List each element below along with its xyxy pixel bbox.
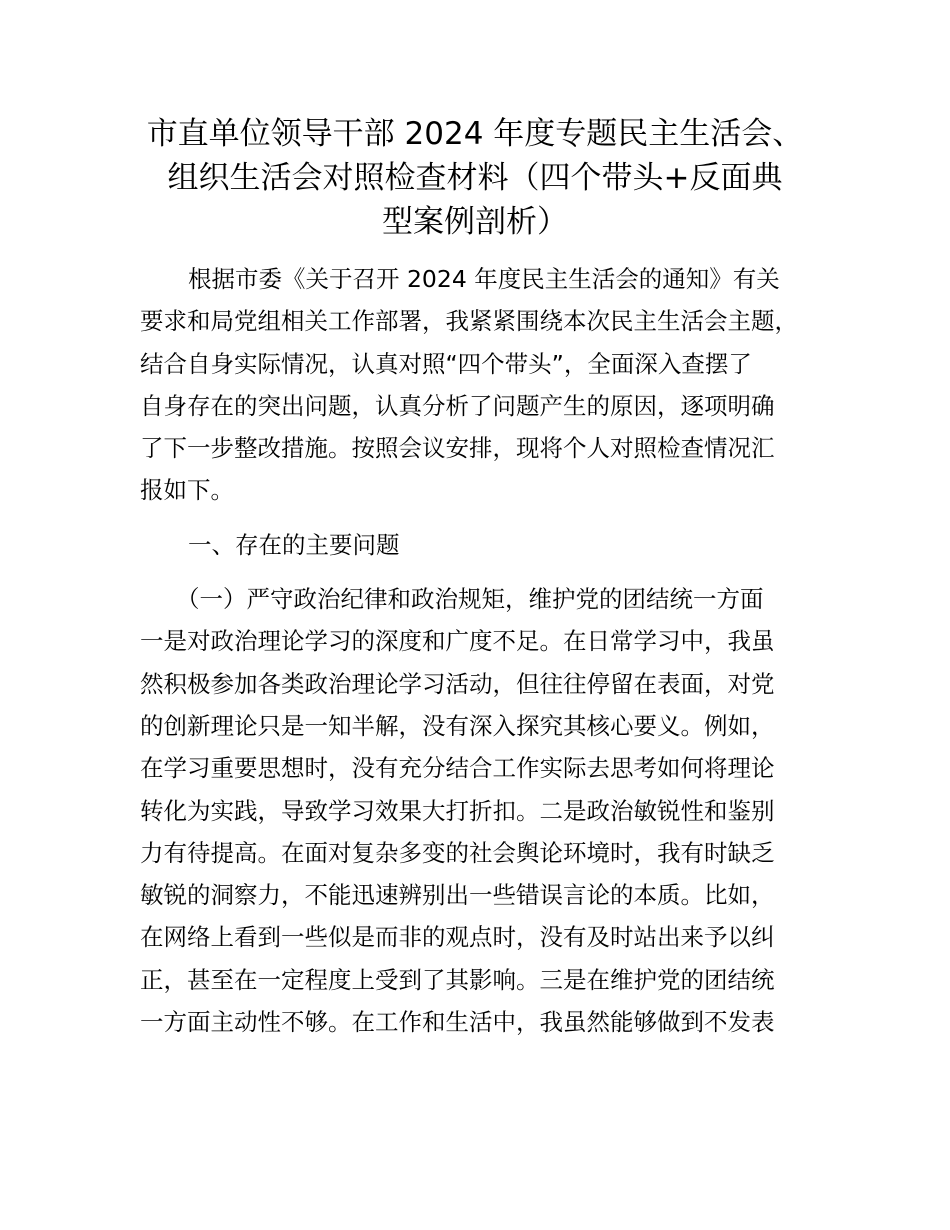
body-line-8: 在网络上看到一些似是而非的观点时，没有及时站出来予以纠 [140,923,775,952]
body-line-9: 正，甚至在一定程度上受到了其影响。三是在维护党的团结统 [140,965,775,994]
intro-line-5: 了下一步整改措施。按照会议安排，现将个人对照检查情况汇 [140,434,775,463]
body-line-5: 转化为实践，导致学习效果大打折扣。二是政治敏锐性和鉴别 [140,796,775,825]
document-body [140,258,840,1043]
title-line-2: 组织生活会对照检查材料（四个带头+反面典 [167,160,783,196]
body-line-10: 一方面主动性不够。在工作和生活中，我虽然能够做到不发表 [140,1008,775,1037]
paragraph-gap [140,512,840,524]
subsection-heading: （一）严守政治纪律和政治规矩，维护党的团结统一方面 [176,585,764,614]
intro-paragraph [140,258,840,512]
section-heading: 一、存在的主要问题 [188,530,400,559]
body-line-7: 敏锐的洞察力，不能迅速辨别出一些错误言论的本质。比如， [140,881,775,910]
body-paragraph [140,620,840,1043]
body-line-3: 的创新理论只是一知半解，没有深入探究其核心要义。例如， [140,711,775,740]
title-line-3: 型案例剖析） [382,204,568,240]
intro-line-3: 结合自身实际情况，认真对照“四个带头”，全面深入查摆了 [140,349,752,378]
document-title [100,112,850,244]
intro-line-6: 报如下。 [140,476,234,505]
paragraph-gap [140,566,840,578]
intro-line-1: 根据市委《关于召开 2024 年度民主生活会的通知》有关 [188,265,780,293]
body-line-6: 力有待提高。在面对复杂多变的社会舆论环境时，我有时缺乏 [140,838,775,867]
intro-line-2: 要求和局党组相关工作部署，我紧紧围绕本次民主生活会主题， [140,307,798,336]
body-line-1: 一是对政治理论学习的深度和广度不足。在日常学习中，我虽 [140,627,775,656]
body-line-2: 然积极参加各类政治理论学习活动，但往往停留在表面，对党 [140,669,775,698]
title-line-1: 市直单位领导干部 2024 年度专题民主生活会、 [146,116,804,152]
body-line-4: 在学习重要思想时，没有充分结合工作实际去思考如何将理论 [140,754,775,783]
intro-line-4: 自身存在的突出问题，认真分析了问题产生的原因，逐项明确 [140,391,775,420]
